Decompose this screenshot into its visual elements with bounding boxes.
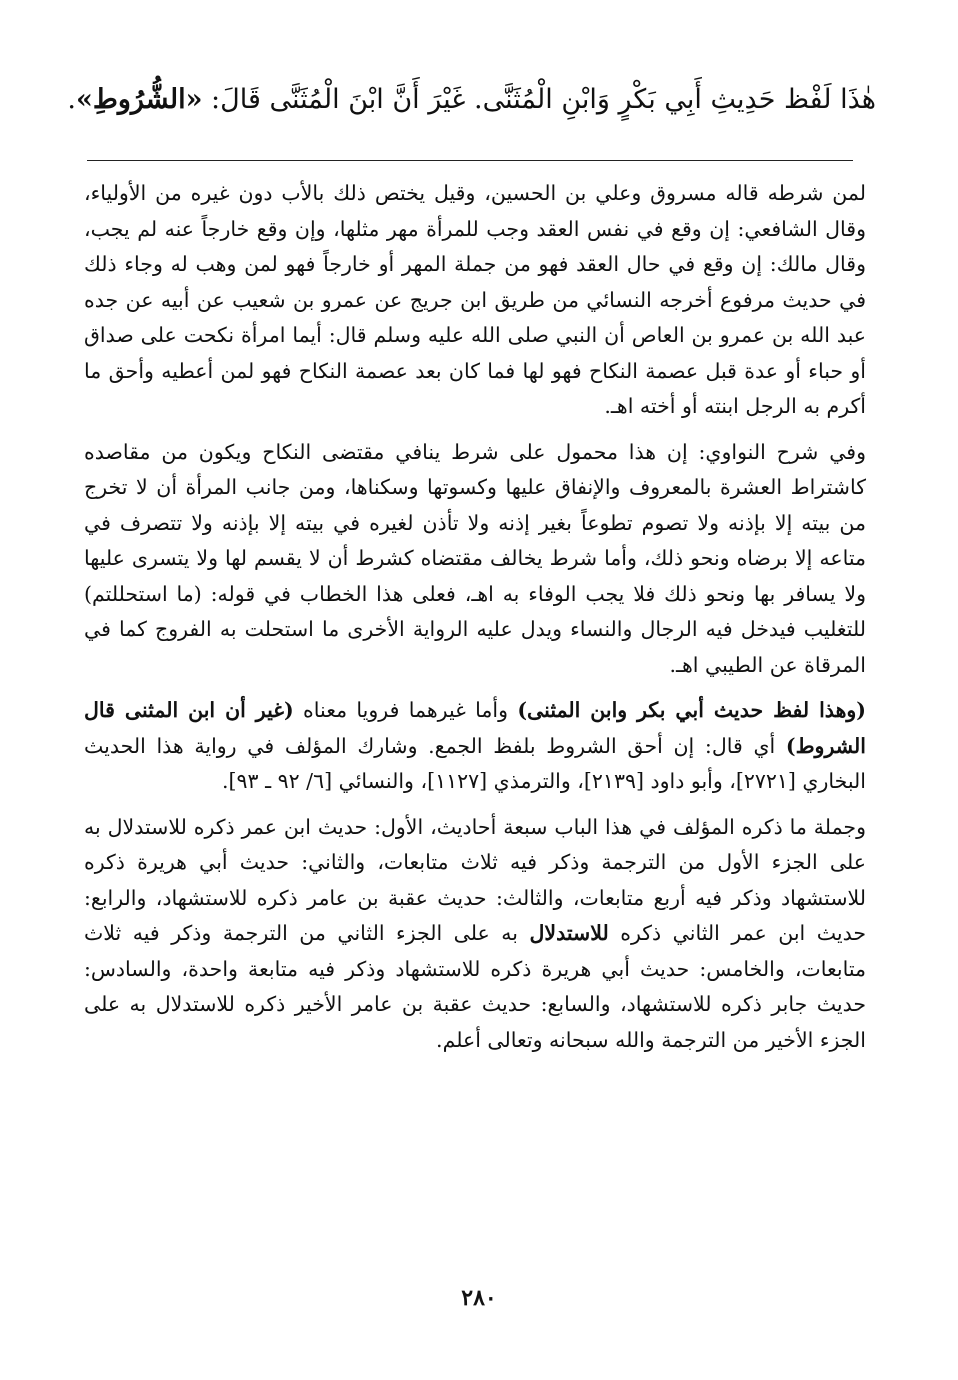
paragraph-1: لمن شرطه قاله مسروق وعلي بن الحسين، وقيل يختص ذلك بالأب دون غيره من الأولياء، وقال الشافعي: إن وقع في نفس العقد وجب للمرأة مهر مثلها، وإن وقع خارجاً عنه لم يجب، وقال مالك: إن وقع في حال العقد فهو من جملة المهر أو خارجاً فهو لمن وهب له وجاء ذلك في حديث مرفوع أخرجه النسائي من طريق ابن جريج عن عمرو بن شعيب عن أبيه عن جده عبد الله بن عمرو بن العاص أن النبي صلى الله عليه وسلم قال: أيما امرأة نكحت على صداق أو حباء أو عدة قبل عصمة النكاح فهو لها فما كان بعد عصمة النكاح فهو لمن أعطيه وأحق ما أكرم به الرجل ابنته أو أخته اهـ. xyxy=(84,181,866,418)
commentary-block xyxy=(84,176,866,1068)
page-number: ٢٨٠ xyxy=(461,1285,497,1311)
hadith-text: هٰذَا لَفْظ حَدِيثِ أَبِي بَكْرٍ وَابْنِ الْمُثَنَّى. غَيْرَ أَنَّ ابْنَ الْمُثَنَّى قَالَ: xyxy=(202,84,876,115)
paragraph-4-text-1: وجملة ما ذكره المؤلف في هذا الباب سبعة أحاديث، الأول: حديث ابن عمر ذكره للاستدلال به على الجزء الأول من الترجمة وذكر فيه ثلاث متابعات، والثاني: حديث أبي هريرة ذكره للاستشهاد وذكر فيه أربع متابعات، والثالث: حديث عقبة بن عامر ذكره للاستشهاد، والرابع: حديث ابن عمر الثاني ذكره xyxy=(84,814,867,945)
quoted-phrase-1: (وهذا لفظ حديث أبي بكر وابن المثنى) xyxy=(517,698,866,722)
paragraph-4 xyxy=(84,810,866,1059)
paragraph-3 xyxy=(84,693,866,800)
footnote-divider xyxy=(87,160,853,161)
paragraph-3-text-2: أي قال: إن أحق الشروط بلفظ الجمع. وشارك المؤلف في رواية هذا الحديث البخاري [٢٧٢١]، وأبو داود [٢١٣٩]، والترمذي [١١٢٧]، والنسائي [٦/ ٩٢ ـ ٩٣]. xyxy=(84,733,866,793)
quoted-phrase-2: (غير أن ابن المثنى قال الشروط) xyxy=(84,698,866,758)
paragraph-4-text-2: به على الجزء الثاني من الترجمة وذكر فيه ثلاث متابعات، والخامس: حديث أبي هريرة ذكره للاستشهاد وذكر فيه متابعة واحدة، والسادس: حديث جابر ذكره للاستشهاد، والسابع: حديث عقبة بن عامر الأخير ذكره للاستدلال به على الجزء الأخير من الترجمة والله سبحانه وتعالى أعلم. xyxy=(84,921,866,1052)
hadith-emphasis: «الشُّرُوطِ» xyxy=(75,84,203,115)
hadith-text-line xyxy=(67,78,876,122)
hadith-end: . xyxy=(67,84,76,115)
paragraph-2: وفي شرح النواوي: إن هذا محمول على شرط ينافي مقتضى النكاح ويكون من مقاصده كاشتراط العشرة بالمعروف والإنفاق عليها وكسوتها وسكناها، ومن جانب المرأة أن لا تخرج من بيته إلا بإذنه ولا تصوم تطوعاً بغير إذنه ولا تأذن لغيره في بيته إلا بإذنه ولا تتصرف في متاعه إلا برضاه ونحو ذلك، وأما شرط يخالف مقتضاه كشرط أن لا يقسم لها ولا يتسرى عليها ولا يسافر بها ونحو ذلك فلا يجب الوفاء به اهـ، فعلى هذا الخطاب في قوله: (ما استحللتم) للتغليب فيدخل فيه الرجال والنساء ويدل عليه الرواية الأخرى ما استحلت به الفروج كما في المرقاة عن الطيبي اهـ. xyxy=(84,439,866,677)
paragraph-4-bold-word: للاستدلال xyxy=(529,921,609,945)
paragraph-3-text-1: وأما غيرهما فرويا معناه xyxy=(293,698,518,722)
